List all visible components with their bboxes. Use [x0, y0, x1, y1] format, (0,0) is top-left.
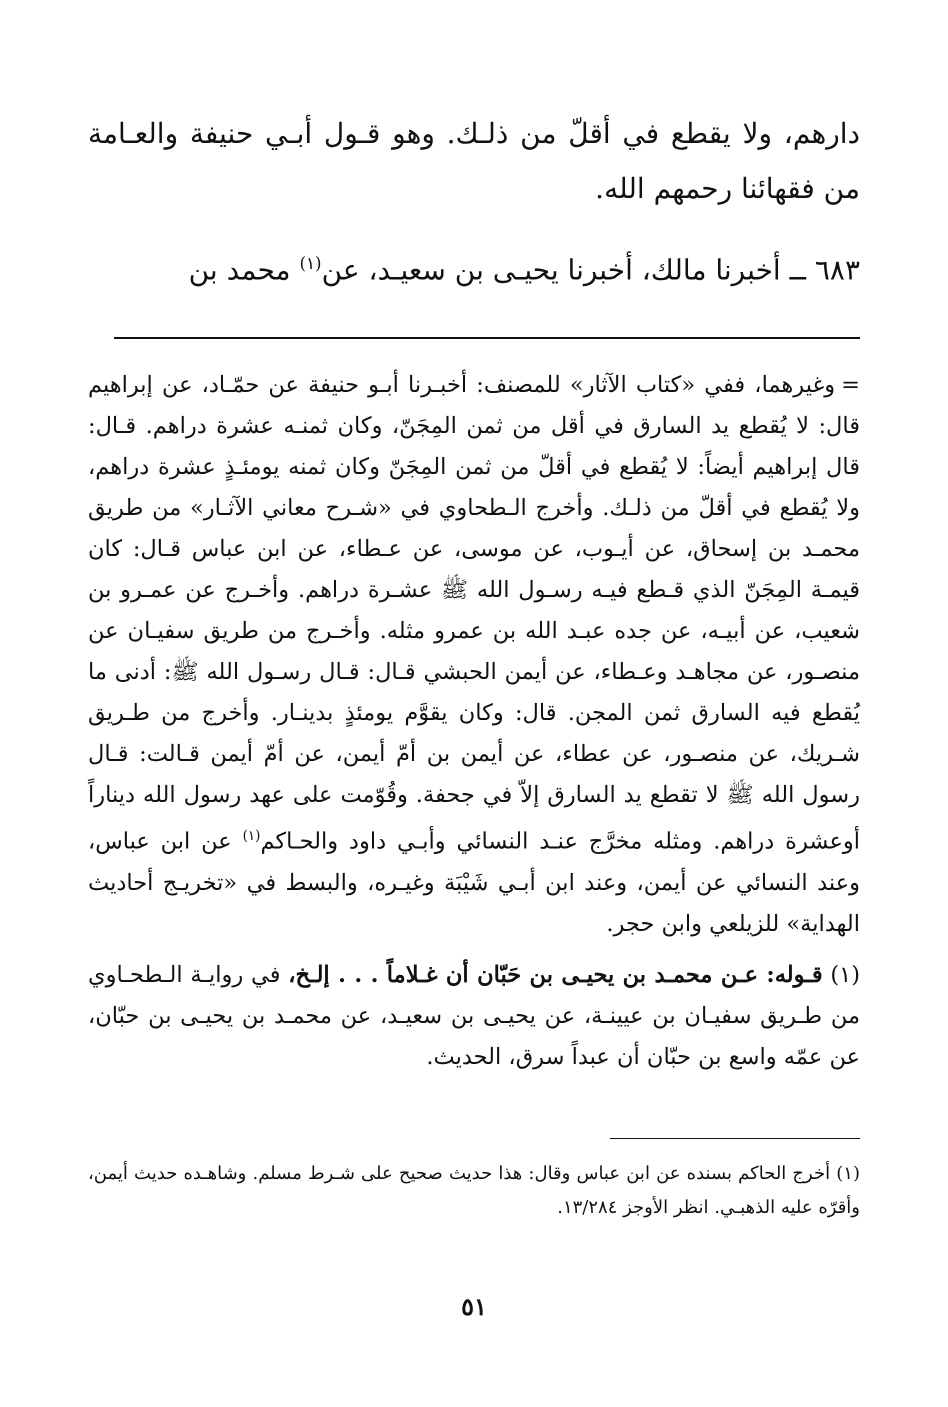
commentary-paragraph: =وغيرهما، ففي «كتاب الآثار» للمصنف: أخبـرنا أبـو حنيفة عن حمّـاد، عن إبراهيم قال: لا يُقطع يد السارق في أقل من ثمن المِجَنّ، وكان ثمنـه عشرة دراهم. قـال: قال إبراهيم أيضاً: لا يُقطع في أقلّ من ثمن المِجَنّ وكان ثمنه يومئـذٍ عشرة دراهم، ولا يُقطع في أقلّ من ذلـك. وأخرج الـطحاوي في «شـرح معاني الآثـار» من طريق محمـد بن إسحاق، عن أيـوب، عن موسى، عن عـطاء، عن ابن عباس قـال: كان قيمـة المِجَنّ الذي قـطع فيـه رسـول الله ﷺ عشـرة دراهم. وأخـرج عن عمـرو بن شعيب، عن أبيـه، عن جده عبـد الله بن عمرو مثله. وأخـرج من طريق سفيـان عن منصـور، عن مجاهـد وعـطاء، عن أيمن الحبشي قـال: قـال رسـول الله ﷺ: أدنى ما يُقطع فيه السارق ثمن المجن. قال: وكان يقوَّم يومئذٍ بدينـار. وأخرج من طـريق شـريك، عن منصـور، عن عطاء، عن أيمن بن أمّ أيمن، عن أمّ أيمن قـالت: قـال رسول الله ﷺ لا تقطع يد السارق إلاّ في جحفة. وقُوّمت على عهد رسول الله ديناراً أوعشرة دراهم. ومثله مخرَّج عنـد النسائي وأبـي داود والحـاكم$^{(١)}$ عن ابن عباس، وعند النسائي عن أيمن، وعند ابن أبـي شَيْبَة وغيـره، والبسط في «تخريـج أحاديث الهداية» للزيلعي وابن حجر. — [88, 372, 861, 937]
hadith-text: أخبرنا مالك، أخبرنا يحيـى بن سعيـد، عن — [321, 253, 781, 287]
footnote-number: (١) — [836, 1162, 860, 1184]
commentary-separator — [114, 337, 860, 339]
main-paragraph: دارهم، ولا يقطع في أقلّ من ذلـك. وهو قـول أبـي حنيفة والعـامة من فقهائنا رحمهم الله. — [88, 117, 860, 205]
hadith-entry — [88, 236, 860, 297]
hadith-dash: ــ — [789, 253, 806, 287]
hadith-text-continued: محمد بن — [188, 253, 291, 287]
page-number: ٥١ — [461, 1292, 487, 1321]
footnote-reference: (١) — [299, 253, 322, 273]
note-number: (١) — [830, 961, 861, 988]
footnote-reference: (١) — [242, 828, 261, 845]
hadith-number: ٦٨٣ — [814, 253, 860, 287]
note-lead: قـوله: عـن محمـد بن يحيـى بن حَبّان أن غـلاماً . . . إلـخ، — [288, 961, 823, 988]
main-text — [88, 106, 860, 297]
footnote-separator — [610, 1138, 860, 1139]
commentary — [88, 365, 860, 1078]
footnote-text: (١) أخرج الحاكم بسنده عن ابن عباس وقال: هذا حديث صحيح على شـرط مسلم. وشاهـده حديث أيمن، وأقرّه عليه الذهبـي. انظر الأوجز ١٣/٢٨٤. — [88, 1162, 860, 1218]
footnote — [88, 1157, 860, 1225]
note-text: في روايـة الـطحـاوي من طـريق سفيـان بن عيينـة، عن يحيـى بن سعيـد، عن محمـد بن يحيـى بن حبّان، عن عمّه واسع بن حبّان أن عبداً سرق، الحديث. — [88, 961, 860, 1070]
continuation-marker: = — [841, 372, 860, 399]
commentary-note — [88, 955, 860, 1078]
